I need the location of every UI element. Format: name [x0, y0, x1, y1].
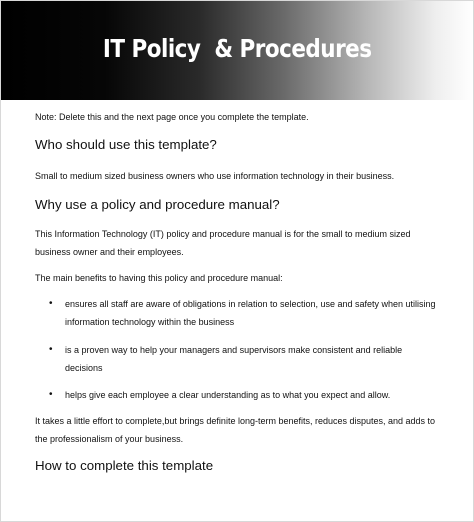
- list-item-text: ensures all staff are aware of obligations in relation to selection, use and safety when utilising information technology within the business: [65, 299, 436, 327]
- heading-why-use: Why use a policy and procedure manual?: [35, 197, 280, 212]
- list-item-text: helps give each employee a clear understanding as to what you expect and allow.: [65, 390, 391, 400]
- bullet-dot-icon: •: [49, 389, 53, 400]
- list-item-text: is a proven way to help your managers and supervisors make consistent and reliable decisions: [65, 345, 403, 373]
- paragraph-why-use: This Information Technology (IT) policy and procedure manual is for the small to medium sized business owner and their employees.: [35, 229, 411, 257]
- heading-how-to-complete: How to complete this template: [35, 458, 214, 473]
- template-note: Note: Delete this and the next page once you complete the template.: [35, 112, 309, 122]
- title-banner: [1, 1, 473, 100]
- heading-who-should-use: Who should use this template?: [35, 137, 217, 152]
- paragraph-closing: It takes a little effort to complete,but brings definite long-term benefits, reduces disputes, and adds to the professionalism of your business.: [35, 416, 436, 444]
- paragraph-benefits-intro: The main benefits to having this policy and procedure manual:: [35, 273, 283, 283]
- document-title: IT Policy & Procedures: [102, 34, 372, 63]
- bullet-dot-icon: •: [49, 344, 53, 355]
- paragraph-who-should-use: Small to medium sized business owners who use information technology in their business.: [35, 171, 395, 181]
- bullet-dot-icon: •: [49, 298, 53, 309]
